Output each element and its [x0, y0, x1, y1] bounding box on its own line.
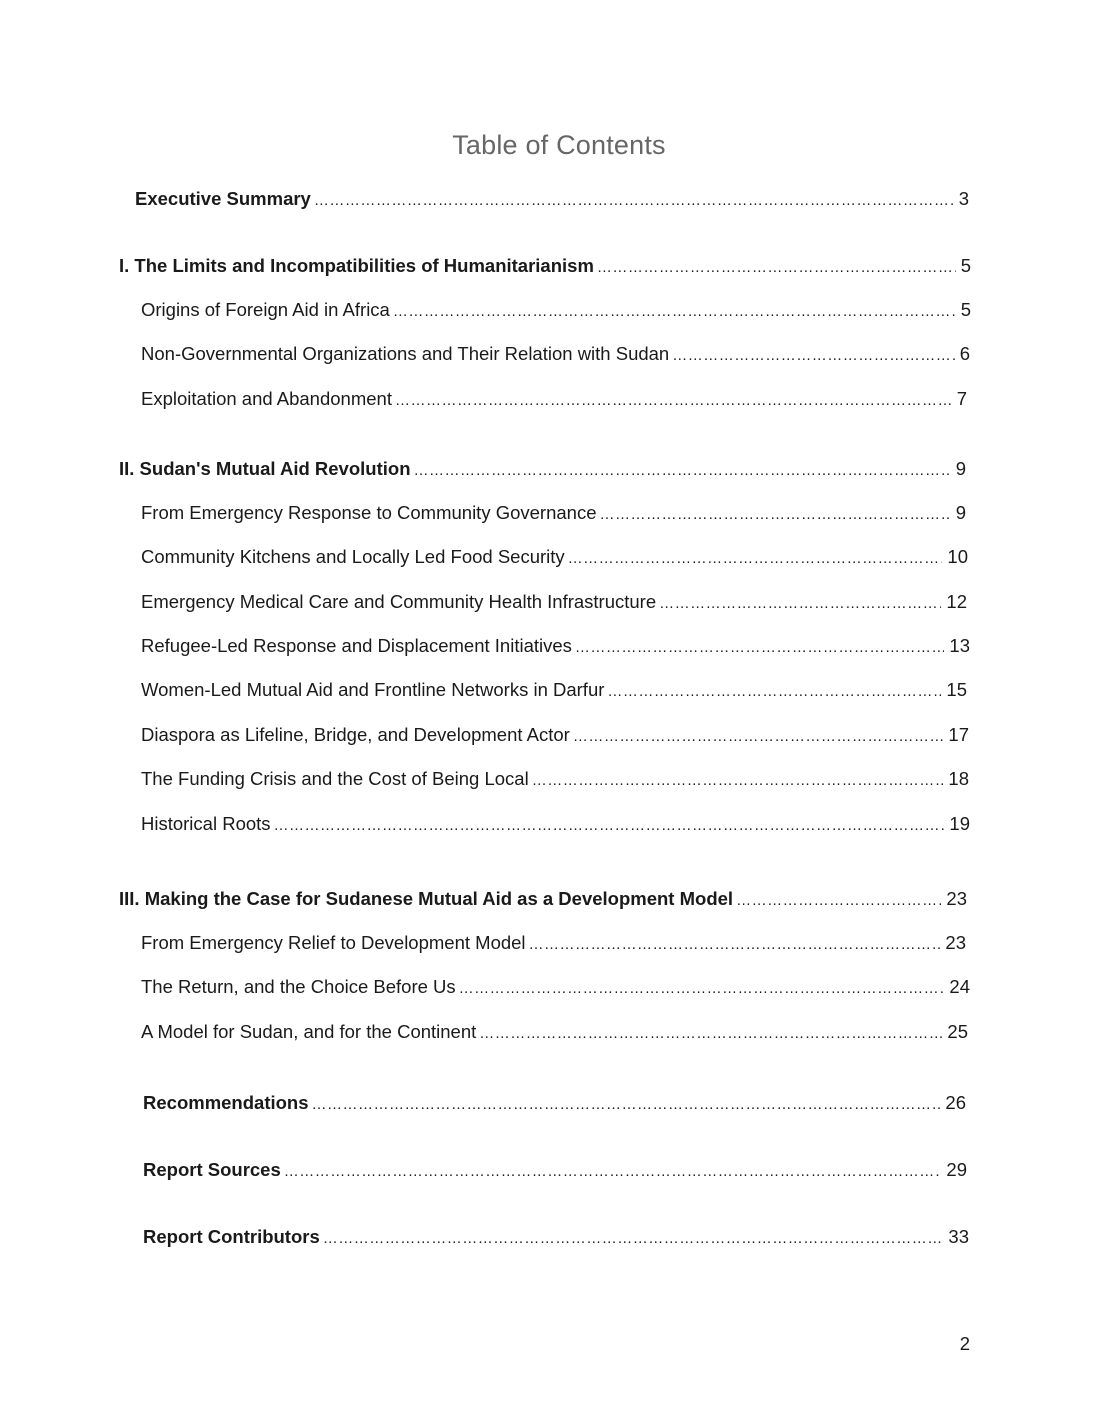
toc-entry-section-3[interactable] [119, 887, 967, 913]
toc-entry-page: 9 [955, 502, 966, 523]
toc-entry-executive-summary[interactable] [135, 187, 969, 213]
toc-entry-label: The Return, and the Choice Before Us [141, 976, 456, 997]
dot-leader [459, 977, 945, 1001]
toc-entry-refugee-led-response[interactable] [141, 634, 970, 660]
toc-entry-historical-roots[interactable] [141, 812, 970, 838]
toc-entry-label: I. The Limits and Incompatibilities of Humanitarianism [119, 255, 594, 276]
toc-entry-model-for-sudan[interactable] [141, 1020, 968, 1046]
toc-entry-emergency-response-to-governance[interactable] [141, 501, 966, 527]
toc-entry-label: Report Sources [143, 1159, 281, 1180]
toc-entry-page: 3 [958, 188, 969, 209]
toc-entry-report-contributors[interactable] [143, 1225, 969, 1251]
toc-entry-funding-crisis[interactable] [141, 767, 969, 793]
dot-leader [607, 680, 941, 704]
toc-entry-exploitation-and-abandonment[interactable] [141, 387, 967, 413]
dot-leader [532, 769, 944, 793]
dot-leader [568, 547, 943, 571]
toc-entry-label: Community Kitchens and Locally Led Food Security [141, 546, 565, 567]
toc-entry-label: Origins of Foreign Aid in Africa [141, 299, 390, 320]
dot-leader [736, 889, 941, 913]
toc-entry-ngos-and-sudan[interactable] [141, 342, 970, 368]
toc-entry-label: Recommendations [143, 1092, 309, 1113]
toc-entry-page: 9 [955, 458, 966, 479]
dot-leader [314, 189, 954, 213]
toc-entry-page: 24 [949, 976, 970, 997]
toc-entry-the-return[interactable] [141, 975, 970, 1001]
toc-entry-recommendations[interactable] [143, 1091, 966, 1117]
dot-leader [659, 592, 941, 616]
toc-entry-label: Non-Governmental Organizations and Their Relation with Sudan [141, 343, 670, 364]
dot-leader [672, 344, 954, 368]
toc-entry-label: Executive Summary [135, 188, 311, 209]
toc-entry-page: 33 [948, 1226, 969, 1247]
toc-entry-page: 19 [949, 813, 970, 834]
dot-leader [274, 814, 945, 838]
toc-entry-women-led-mutual-aid[interactable] [141, 678, 967, 704]
toc-entry-label: Emergency Medical Care and Community Health Infrastructure [141, 591, 657, 612]
toc-entry-label: The Funding Crisis and the Cost of Being Local [141, 768, 529, 789]
toc-entry-page: 6 [959, 343, 970, 364]
toc-entry-page: 26 [945, 1092, 966, 1113]
toc-entry-page: 5 [960, 255, 971, 276]
toc-entry-label: From Emergency Response to Community Governance [141, 502, 597, 523]
toc-entry-report-sources[interactable] [143, 1158, 967, 1184]
toc-entry-page: 29 [946, 1159, 967, 1180]
dot-leader [479, 1022, 942, 1046]
dot-leader [393, 300, 956, 324]
dot-leader [414, 459, 951, 483]
toc-entry-diaspora-lifeline[interactable] [141, 723, 969, 749]
toc-entry-label: Women-Led Mutual Aid and Frontline Networks in Darfur [141, 679, 605, 700]
toc-entry-label: II. Sudan's Mutual Aid Revolution [119, 458, 411, 479]
toc-entry-page: 12 [946, 591, 967, 612]
toc-entry-page: 17 [948, 724, 969, 745]
toc-entry-page: 25 [947, 1021, 968, 1042]
toc-entry-page: 23 [946, 888, 967, 909]
dot-leader [573, 725, 944, 749]
dot-leader [575, 636, 945, 660]
toc-entry-label: Historical Roots [141, 813, 271, 834]
toc-entry-community-kitchens[interactable] [141, 545, 968, 571]
toc-entry-page: 7 [956, 388, 967, 409]
toc-entry-label: Diaspora as Lifeline, Bridge, and Development Actor [141, 724, 570, 745]
dot-leader [284, 1160, 942, 1184]
toc-entry-label: From Emergency Relief to Development Model [141, 932, 526, 953]
toc-entry-label: III. Making the Case for Sudanese Mutual Aid as a Development Model [119, 888, 734, 909]
dot-leader [312, 1093, 941, 1117]
toc-entry-label: Report Contributors [143, 1226, 320, 1247]
toc-entry-section-1[interactable] [119, 254, 971, 280]
toc-entry-page: 13 [949, 635, 970, 656]
toc-entry-page: 23 [945, 932, 966, 953]
toc-entry-page: 10 [947, 546, 968, 567]
dot-leader [395, 389, 952, 413]
dot-leader [323, 1227, 944, 1251]
toc-entry-page: 15 [946, 679, 967, 700]
toc-entry-section-2[interactable] [119, 457, 966, 483]
toc-entry-page: 5 [960, 299, 971, 320]
toc-entry-label: Refugee-Led Response and Displacement Initiatives [141, 635, 572, 656]
page-number: 2 [959, 1333, 970, 1354]
dot-leader [529, 933, 941, 957]
toc-entry-label: Exploitation and Abandonment [141, 388, 392, 409]
toc-entry-origins-of-foreign-aid[interactable] [141, 298, 971, 324]
toc-entry-relief-to-development-model[interactable] [141, 931, 966, 957]
toc-entry-emergency-medical-care[interactable] [141, 590, 967, 616]
toc-entry-label: A Model for Sudan, and for the Continent [141, 1021, 477, 1042]
toc-entry-page: 18 [948, 768, 969, 789]
toc-title: Table of Contents [452, 130, 666, 160]
dot-leader [600, 503, 951, 527]
dot-leader [597, 256, 956, 280]
